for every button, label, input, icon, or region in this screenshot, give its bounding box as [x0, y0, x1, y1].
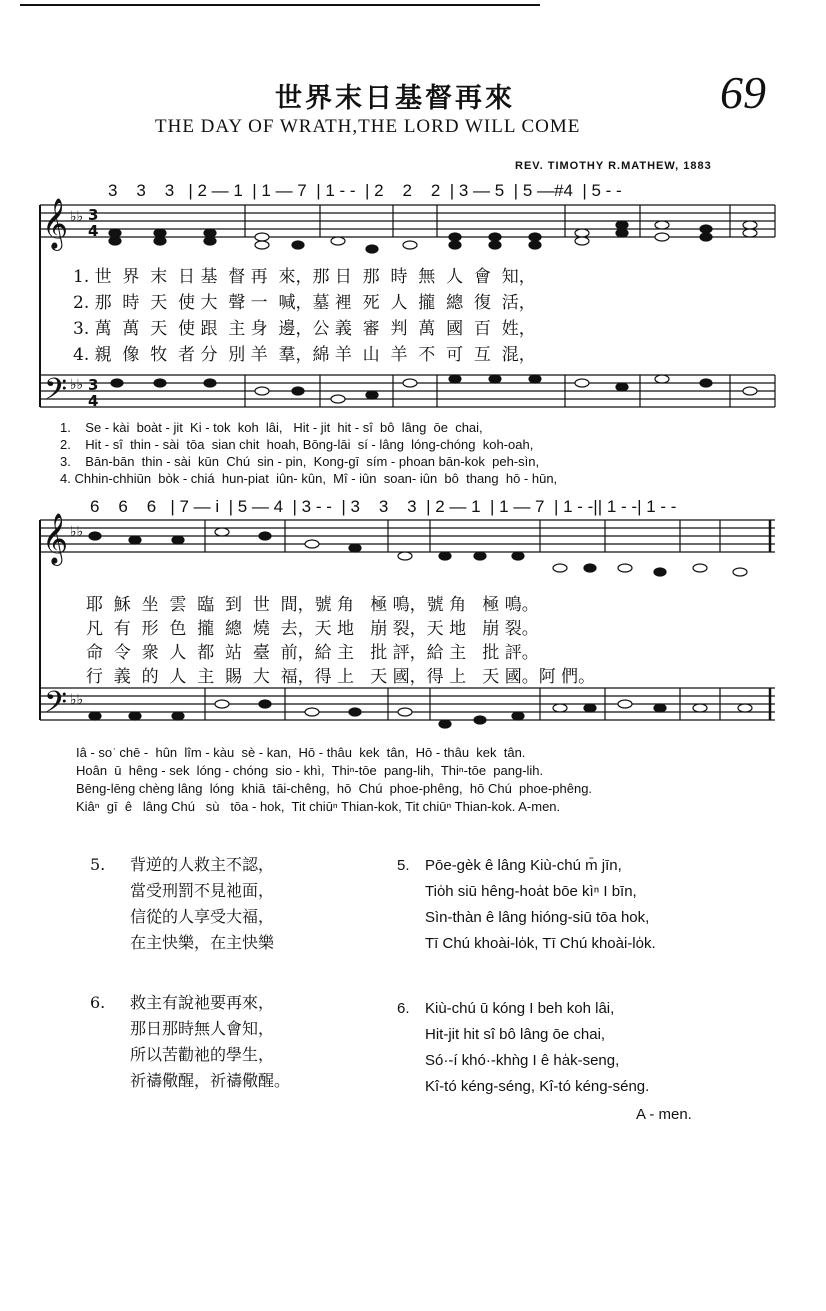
lyric-poj-verse-4: 4. Chhin-chhiūn bòk - chiá hun-piat iûn- kûn, Mî - iûn soan- iûn bô thang hō - hūn, [60, 471, 558, 486]
title-english: THE DAY OF WRATH,THE LORD WILL COME [155, 116, 581, 137]
flat-icon: ♭♭ [70, 692, 84, 708]
jianpu-line-2: 6 6 6 | 7 — i | 5 — 4 | 3 - - | 3 3 3 | 2 — 1 | 1 — 7 | 1 - -|| 1 - -| 1 - - [90, 497, 677, 516]
verse6-number-poj: 6. [397, 1000, 410, 1017]
time-signature: 3 [88, 376, 99, 394]
flat-icon: ♭♭ [70, 377, 84, 393]
lyric-cn-refrain-3: 命 令 衆 人 都 站 臺 前，給 主 批 評，給 主 批 評。 [86, 643, 539, 663]
verse-line: 信從的人享受大福， [130, 907, 275, 926]
verse-line: Tī Chú khoài-lo̍k, Tī Chú khoài-lo̍k. [425, 935, 656, 952]
verse-line: 在主快樂，在主快樂 [130, 933, 275, 952]
time-signature: 4 [88, 392, 99, 410]
verse-line: Kî-tó kéng-séng, Kî-tó kéng-séng. [425, 1078, 650, 1095]
verse-line: 救主有說祂要再來， [130, 993, 275, 1012]
time-signature: 3 [88, 206, 99, 224]
lyric-cn-verse-3: 3. 萬 萬 天 使 跟 主 身 邊，公 義 審 判 萬 國 百 姓， [73, 319, 536, 339]
composer-credit: REV. TIMOTHY R.MATHEW, 1883 [515, 160, 712, 172]
verse-line: 祈禱儆醒，祈禱儆醒。 [130, 1071, 291, 1090]
lyric-poj-refrain-3: Bēng-lēng chèng lâng lóng khiā tāi-chêng, hō Chú phoe-phêng, hō Chú phoe-phêng. [76, 781, 593, 796]
verse-line: Só·-í khó·-khǹg I ê ha̍k-seng, [425, 1052, 620, 1069]
flat-icon: ♭♭ [70, 524, 84, 540]
flat-icon: ♭♭ [70, 209, 84, 225]
verse5-number-poj: 5. [397, 857, 410, 874]
amen-text: A - men. [636, 1106, 692, 1123]
lyric-cn-refrain-2: 凡 有 形 色 攏 總 燒 去，天 地 崩 裂，天 地 崩 裂。 [86, 619, 539, 639]
verse6-cn [130, 990, 290, 1094]
verse-line: Kiù-chú ū kóng I beh koh lâi, [425, 1000, 615, 1017]
lyric-cn-refrain-4: 行 義 的 人 主 賜 大 福，得 上 天 國，得 上 天 國。阿 們。 [86, 667, 596, 687]
lyric-cn-refrain-1: 耶 穌 坐 雲 臨 到 世 間，號 角 極 鳴，號 角 極 鳴。 [86, 595, 539, 615]
lyric-poj-verse-1: 1. Se - kài boàt - jit Ki - tok koh lâi, Hit - jit hit - sî bô lâng ōe chai, [60, 420, 483, 435]
bass-clef-icon: 𝄢 [44, 373, 68, 414]
lyric-poj-verse-3: 3. Bān-bān thin - sài kūn Chú sin - pin, Kong-gī sím - phoan bān-kok peh-sìn, [60, 454, 540, 469]
verse-line: Sìn-thàn ê lâng hióng-siū tōa hok, [425, 909, 650, 926]
lyric-poj-refrain-2: Hoân ū hêng - sek lóng - chóng sio - khì, Thiⁿ-tōe pang-lih, Thiⁿ-tōe pang-lih. [76, 763, 544, 778]
lyric-cn-verse-2: 2. 那 時 天 使 大 聲 一 喊，墓 裡 死 人 攏 總 復 活， [73, 293, 536, 313]
verse-line: 當受刑罰不見祂面， [130, 881, 275, 900]
lyric-cn-verse-4: 4. 親 像 牧 者 分 別 羊 羣，綿 羊 山 羊 不 可 互 混， [73, 345, 536, 365]
verse-line: Hit-jit hit sî bô lâng ōe chai, [425, 1026, 606, 1043]
verse6-poj [425, 996, 649, 1100]
verse5-cn [130, 852, 274, 956]
bass-clef-icon: 𝄢 [44, 686, 68, 727]
treble-clef-icon: 𝄞 [42, 198, 69, 249]
verse-line: 所以苦勸祂的學生， [130, 1045, 275, 1064]
time-signature: 4 [88, 222, 99, 240]
lyric-poj-verse-2: 2. Hit - sî thin - sài tōa sian chit hoah, Bōng-lāi sí - lâng lóng-chóng koh-oah, [60, 437, 534, 452]
verse5-poj [425, 853, 656, 957]
lyric-cn-verse-1: 1. 世 界 末 日 基 督 再 來，那 日 那 時 無 人 會 知， [73, 267, 536, 287]
hymn-number: 69 [720, 67, 766, 118]
title-chinese: 世界末日基督再來 [275, 83, 515, 114]
verse-line: Tio̍h siū hêng-hoa̍t bōe kìⁿ I bīn, [425, 883, 637, 900]
verse6-number-cn: 6. [90, 993, 106, 1012]
system2-treble-staff [40, 520, 775, 552]
treble-clef-icon: 𝄞 [42, 513, 69, 564]
lyric-poj-refrain-4: Kiâⁿ gī ê lâng Chú sù tōa - hok, Tit chiūⁿ Thian-kok, Tit chiūⁿ Thian-kok. A-men. [76, 799, 561, 814]
verse5-number-cn: 5. [90, 855, 106, 874]
verse-line: Pōe-gèk ê lâng Kiù-chú m̄ jīn, [425, 857, 622, 874]
verse-line: 背逆的人救主不認， [130, 855, 275, 874]
verse-line: 那日那時無人會知， [130, 1019, 275, 1038]
lyric-poj-refrain-1: Iâ - so͘ chē - hûn lîm - kàu sè - kan, Hō - thâu kek tân, Hō - thâu kek tân. [76, 745, 526, 760]
jianpu-line-1: 3 3 3 | 2 — 1 | 1 — 7 | 1 - - | 2 2 2 | 3 — 5 | 5 —#4 | 5 - - [108, 181, 622, 200]
